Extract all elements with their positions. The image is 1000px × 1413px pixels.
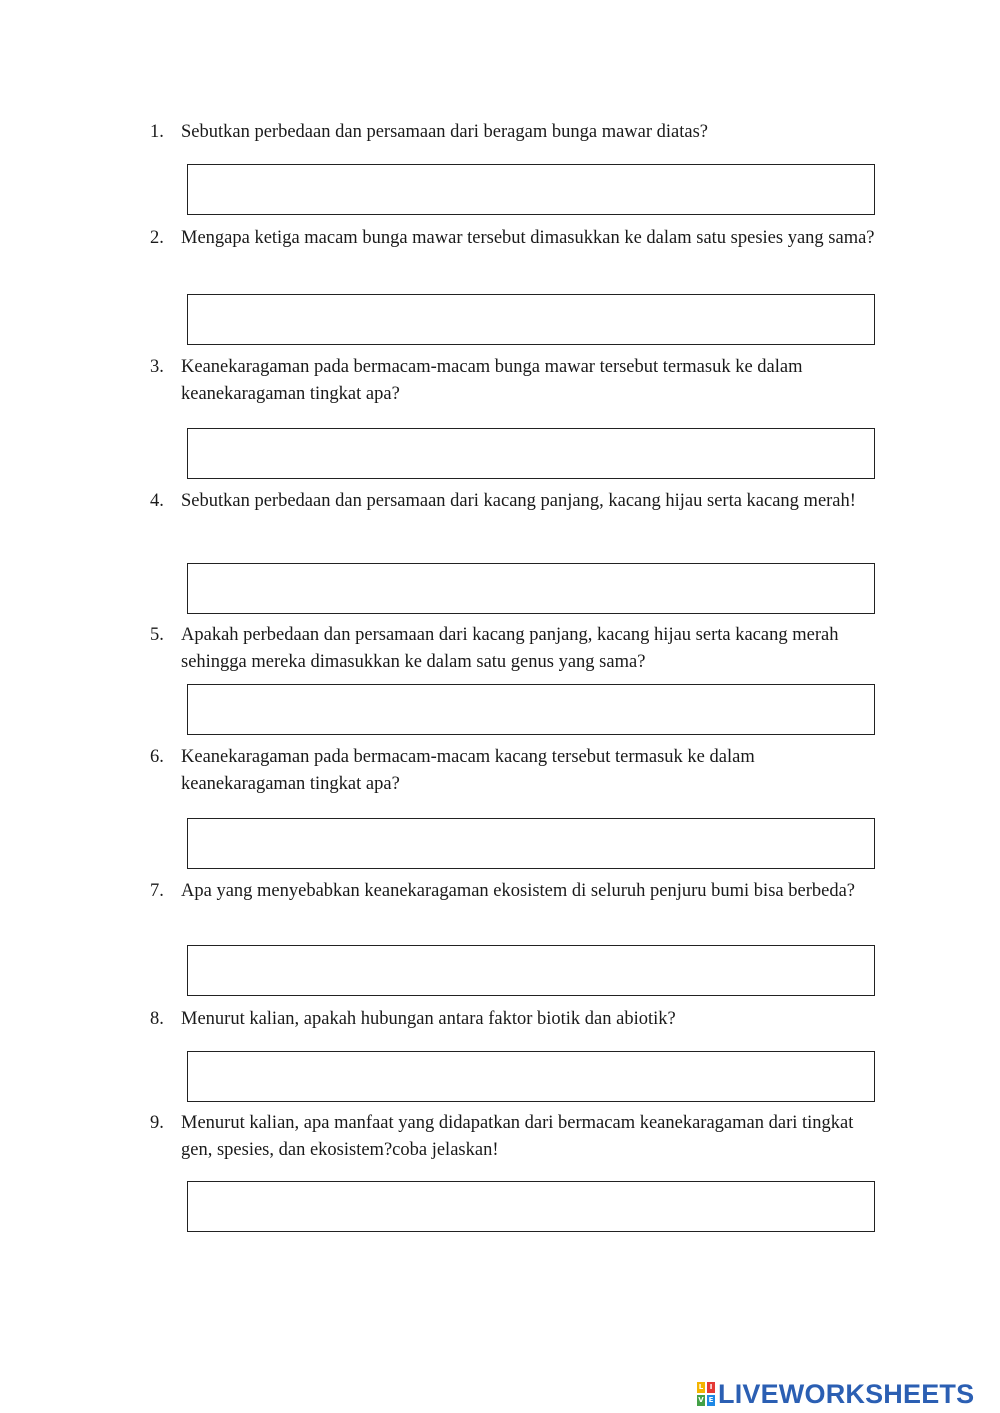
question-9 — [150, 1110, 880, 1164]
answer-input-9[interactable] — [187, 1181, 875, 1232]
logo-mark-letter: I — [707, 1382, 715, 1393]
question-number: 7. — [150, 881, 164, 901]
answer-input-2[interactable] — [187, 294, 875, 345]
answer-input-8[interactable] — [187, 1051, 875, 1102]
question-5 — [150, 622, 880, 676]
logo-mark-letter: L — [698, 1383, 704, 1391]
question-text: Sebutkan perbedaan dan persamaan dari beragam bunga mawar diatas? — [181, 122, 709, 142]
question-number: 9. — [150, 1113, 164, 1133]
question-2 — [150, 225, 880, 252]
question-text: Sebutkan perbedaan dan persamaan dari kacang panjang, kacang hijau serta kacang merah! — [181, 491, 856, 511]
question-text: Mengapa ketiga macam bunga mawar tersebut dimasukkan ke dalam satu spesies yang sama? — [181, 228, 875, 248]
logo-mark-icon — [697, 1382, 715, 1406]
question-1 — [150, 119, 880, 146]
question-number: 5. — [150, 625, 164, 645]
question-6 — [150, 744, 880, 798]
answer-input-1[interactable] — [187, 164, 875, 215]
logo-mark-letter: E — [708, 1396, 714, 1404]
answer-input-3[interactable] — [187, 428, 875, 479]
question-text: Keanekaragaman pada bermacam-macam kacang tersebut termasuk ke dalam keanekaragaman tingkat apa? — [181, 747, 755, 794]
question-7 — [150, 878, 880, 905]
question-8 — [150, 1006, 880, 1033]
answer-input-5[interactable] — [187, 684, 875, 735]
question-text: Menurut kalian, apakah hubungan antara faktor biotik dan abiotik? — [181, 1009, 676, 1029]
question-number: 3. — [150, 357, 164, 377]
question-number: 8. — [150, 1009, 164, 1029]
question-number: 6. — [150, 747, 164, 767]
logo-mark-letter: V — [698, 1396, 704, 1404]
question-number: 1. — [150, 122, 164, 142]
answer-input-6[interactable] — [187, 818, 875, 869]
question-3 — [150, 354, 880, 408]
question-4 — [150, 488, 880, 515]
liveworksheets-logo — [697, 1379, 974, 1409]
question-text: Apakah perbedaan dan persamaan dari kacang panjang, kacang hijau serta kacang merah sehingga mereka dimasukkan ke dalam satu genus yang sama? — [181, 625, 839, 672]
question-text: Keanekaragaman pada bermacam-macam bunga mawar tersebut termasuk ke dalam keanekaragaman tingkat apa? — [181, 357, 803, 404]
question-number: 4. — [150, 491, 164, 511]
question-number: 2. — [150, 228, 164, 248]
answer-input-7[interactable] — [187, 945, 875, 996]
answer-input-4[interactable] — [187, 563, 875, 614]
logo-text: LIVEWORKSHEETS — [718, 1378, 975, 1409]
question-text: Apa yang menyebabkan keanekaragaman ekosistem di seluruh penjuru bumi bisa berbeda? — [181, 881, 855, 901]
question-text: Menurut kalian, apa manfaat yang didapatkan dari bermacam keanekaragaman dari tingkat gen, spesies, dan ekosistem?coba jelaskan! — [181, 1113, 854, 1160]
